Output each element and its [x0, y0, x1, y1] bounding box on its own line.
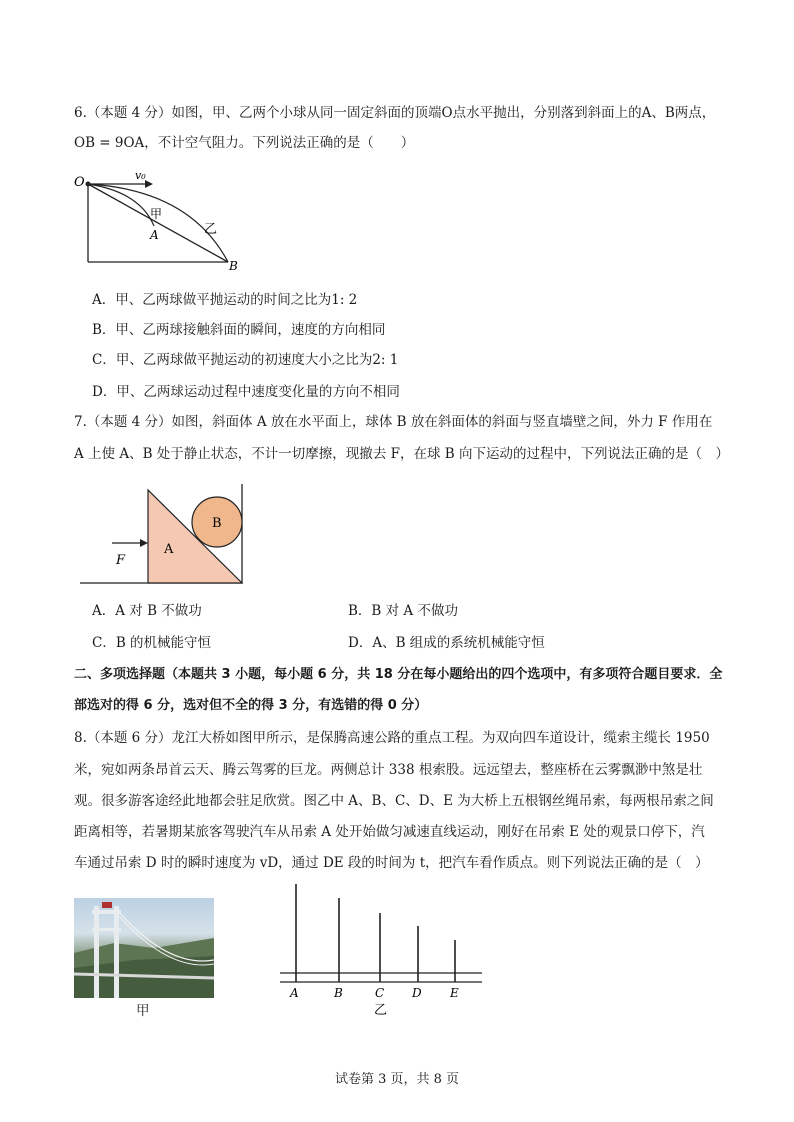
label-B: B	[212, 516, 222, 531]
q6-option-a[interactable]: A．甲、乙两球做平抛运动的时间之比为1: 2	[92, 292, 358, 308]
label-O: O	[74, 175, 85, 190]
label-yi: 乙	[204, 222, 218, 237]
q7-stem-line1: 7.（本题 4 分）如图，斜面体 A 放在水平面上，球体 B 放在斜面体的斜面与竖直墙壁之间，外力 F 作用在	[74, 414, 713, 430]
q6-stem-line1: 6.（本题 4 分）如图，甲、乙两个小球从同一固定斜面的顶端O点水平抛出，分别落到斜面上的A、B两点，	[74, 105, 716, 121]
label-jia: 甲	[150, 207, 163, 221]
photo-caption: 甲	[136, 1003, 150, 1019]
q7-option-b[interactable]: B．B 对 A 不做功	[348, 603, 458, 619]
q6-figure	[70, 166, 250, 276]
v0-arrowhead	[145, 180, 153, 188]
q6-option-d[interactable]: D．甲、乙两球运动过程中速度变化量的方向不相同	[92, 384, 400, 400]
trajectory-jia	[88, 184, 154, 226]
launch-point	[86, 182, 91, 187]
q8-stem-line1: 8.（本题 6 分）龙江大桥如图甲所示，是保腾高速公路的重点工程。为双向四车道设计，缆索主缆长 1950	[74, 730, 710, 746]
q8-stem-line4: 距离相等，若暑期某旅客驾驶汽车从吊索 A 处开始做匀减速直线运动，刚好在吊索 E 处的观景口停下，汽	[74, 824, 705, 840]
q8-stem-line2: 米，宛如两条昂首云天、腾云驾雾的巨龙。两侧总计 338 根索股。远远望去，整座桥在云雾飘渺中煞是壮	[74, 762, 703, 778]
label-F: F	[116, 553, 126, 568]
q8-stem-line3: 观。很多游客途经此地都会驻足欣赏。图乙中 A、B、C、D、E 为大桥上五根钢丝绳吊索，每两根吊索之间	[74, 793, 714, 809]
q7-option-a[interactable]: A．A 对 B 不做功	[92, 603, 202, 619]
diagram-caption: 乙	[374, 1003, 388, 1018]
bridge-photo-drawing	[74, 898, 214, 998]
q6-stem-line2: OB = 9OA，不计空气阻力。下列说法正确的是（ ）	[74, 135, 415, 151]
force-arrowhead	[140, 539, 148, 547]
q8-stem-line5: 车通过吊索 D 时的瞬时速度为 vD，通过 DE 段的时间为 t，把汽车看作质点。则下列说法正确的是（ ）	[74, 855, 709, 871]
page-footer: 试卷第 3 页，共 8 页	[334, 1072, 460, 1087]
label-cable-B: B	[334, 986, 343, 1000]
label-B: B	[229, 259, 238, 273]
bridge-photo	[74, 898, 214, 998]
label-cable-E: E	[450, 986, 459, 1000]
section2-heading-line1: 二、多项选择题（本题共 3 小题，每小题 6 分，共 18 分在每小题给出的四个选项中，有多项符合题目要求．全	[74, 667, 723, 682]
q7-stem-line2: A 上使 A、B 处于静止状态，不计一切摩擦，现撤去 F，在球 B 向下运动的过程中，下列说法正确的是（ ）	[74, 446, 729, 462]
label-cable-A: A	[290, 986, 299, 1000]
q7-option-d[interactable]: D．A、B 组成的系统机械能守恒	[348, 635, 545, 651]
q7-figure	[78, 480, 258, 590]
q7-option-c[interactable]: C．B 的机械能守恒	[92, 635, 212, 651]
q6-option-b[interactable]: B．甲、乙两球接触斜面的瞬间，速度的方向相同	[92, 322, 386, 338]
label-v0: v₀	[135, 169, 146, 182]
q6-option-c[interactable]: C．甲、乙两球做平抛运动的初速度大小之比为2: 1	[92, 352, 399, 368]
label-cable-D: D	[412, 986, 422, 1000]
cables-diagram	[270, 878, 490, 1018]
label-A: A	[150, 228, 159, 242]
section2-heading-line2: 部选对的得 6 分，选对但不全的得 3 分，有选错的得 0 分）	[74, 698, 428, 713]
label-A: A	[164, 542, 174, 557]
label-cable-C: C	[375, 986, 385, 1000]
